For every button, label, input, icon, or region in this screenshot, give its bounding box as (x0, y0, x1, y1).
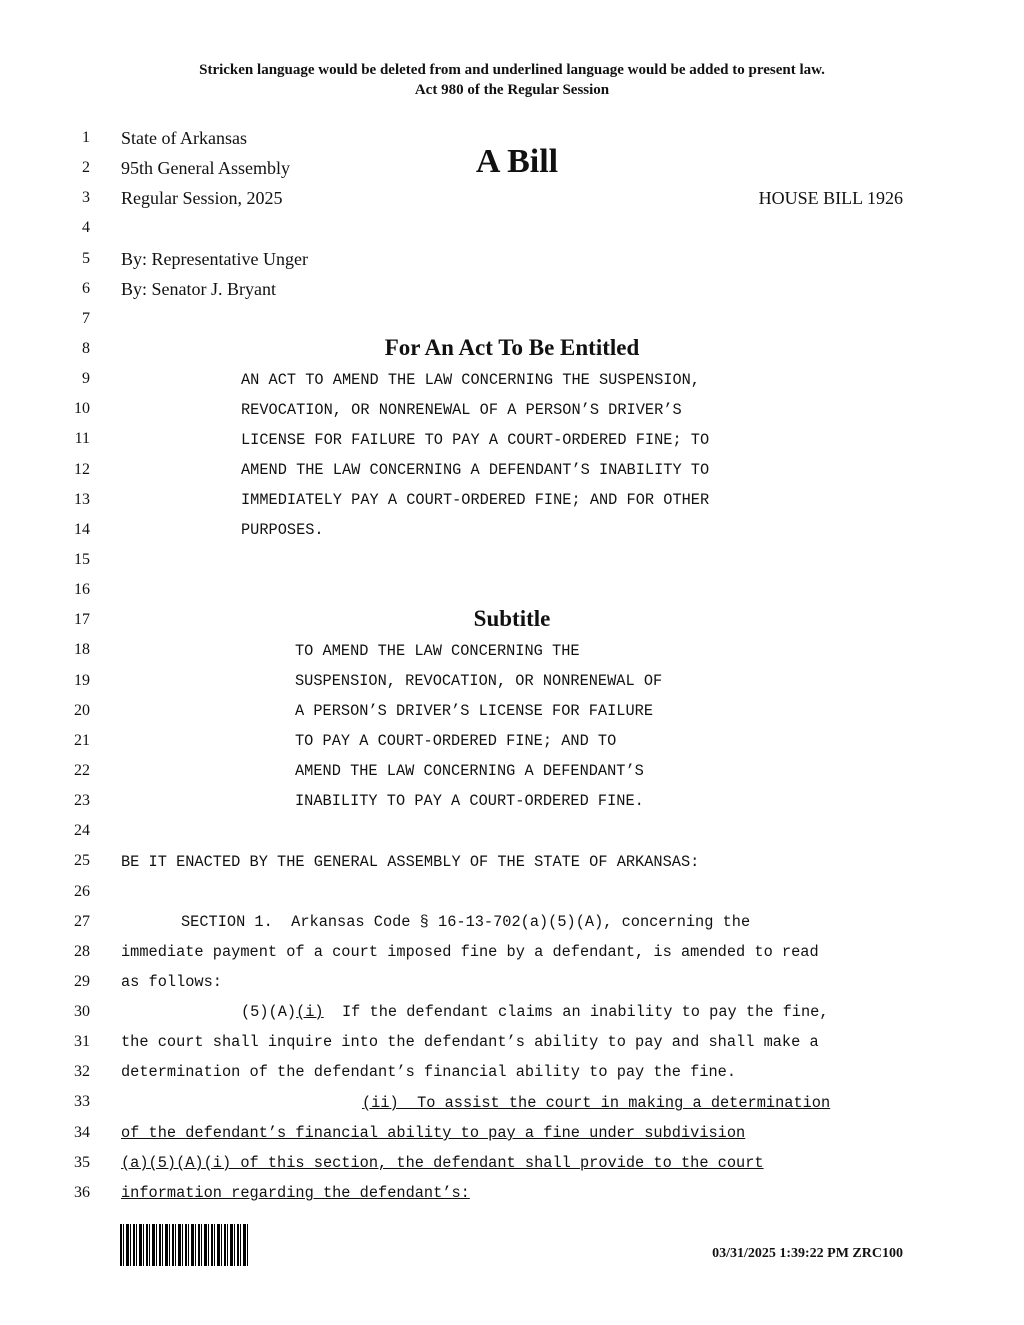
line-number: 3 (82, 189, 90, 207)
amended-subdivision-5a (241, 1003, 829, 1021)
line-number: 10 (74, 400, 90, 418)
line-number: 13 (74, 490, 90, 508)
line-number: 28 (74, 942, 90, 960)
line-number: 14 (74, 520, 90, 538)
line-number: 8 (82, 339, 90, 357)
bill-number: HOUSE BILL 1926 (758, 188, 903, 208)
subtitle-line: INABILITY TO PAY A COURT-ORDERED FINE. (295, 792, 644, 810)
amendment-notice: Stricken language would be deleted from and underlined language would be added to present law. (199, 62, 825, 78)
line-number: 31 (74, 1033, 90, 1051)
subtitle-heading: Subtitle (473, 606, 551, 631)
line-number: 19 (74, 671, 90, 689)
inserted-text: information regarding the defendant’s: (121, 1184, 470, 1202)
sponsor-senator: By: Senator J. Bryant (121, 279, 276, 299)
line-number: 22 (74, 761, 90, 779)
subtitle-line: SUSPENSION, REVOCATION, OR NONRENEWAL OF (295, 672, 663, 690)
enacting-clause: BE IT ENACTED BY THE GENERAL ASSEMBLY OF THE STATE OF ARKANSAS: (121, 853, 700, 871)
line-number: 30 (74, 1003, 90, 1021)
session: Regular Session, 2025 (121, 188, 283, 208)
inserted-text: of the defendant’s financial ability to pay a fine under subdivision (121, 1124, 746, 1142)
line-number: 24 (74, 822, 90, 840)
subtitle-line: A PERSON’S DRIVER’S LICENSE FOR FAILURE (295, 702, 654, 720)
title-line: PURPOSES. (241, 521, 324, 539)
amended-text: the court shall inquire into the defendant’s ability to pay and shall make a (121, 1033, 819, 1051)
line-number: 36 (74, 1183, 90, 1201)
line-number: 16 (74, 581, 90, 599)
inserted-text: (a)(5)(A)(i) of this section, the defendant shall provide to the court (121, 1154, 764, 1172)
section-1-heading: SECTION 1. Arkansas Code § 16-13-702(a)(5)(A), concerning the (181, 913, 751, 931)
amended-text: determination of the defendant’s financial ability to pay the fine. (121, 1063, 737, 1081)
doc-title: A Bill (475, 143, 559, 180)
subtitle-line: AMEND THE LAW CONCERNING A DEFENDANT’S (295, 762, 644, 780)
title-line: LICENSE FOR FAILURE TO PAY A COURT-ORDERED FINE; TO (241, 431, 710, 449)
line-number: 12 (74, 460, 90, 478)
inserted-text: (ii) To assist the court in making a determination (362, 1094, 831, 1112)
title-line: REVOCATION, OR NONRENEWAL OF A PERSON’S DRIVER’S (241, 401, 682, 419)
line-number: 18 (74, 641, 90, 659)
line-number: 35 (74, 1153, 90, 1171)
subdivision-label: (5)(A) (241, 1003, 297, 1021)
line-number: 11 (74, 430, 90, 448)
line-number: 2 (82, 159, 90, 177)
line-number: 20 (74, 701, 90, 719)
section-1-text: as follows: (121, 973, 222, 991)
line-number: 32 (74, 1063, 90, 1081)
line-number: 25 (74, 852, 90, 870)
line-number: 6 (82, 279, 90, 297)
line-number: 7 (82, 309, 90, 327)
line-number: 29 (74, 972, 90, 990)
subtitle-line: TO PAY A COURT-ORDERED FINE; AND TO (295, 732, 617, 750)
line-number: 5 (82, 249, 90, 267)
line-number: 17 (74, 611, 90, 629)
sponsor-representative: By: Representative Unger (121, 249, 308, 269)
act-number: Act 980 of the Regular Session (414, 82, 610, 98)
line-number: 21 (74, 731, 90, 749)
line-number: 26 (74, 882, 90, 900)
title-line: AN ACT TO AMEND THE LAW CONCERNING THE SUSPENSION, (241, 371, 700, 389)
subtitle-line: TO AMEND THE LAW CONCERNING THE (295, 642, 580, 660)
line-number: 4 (82, 219, 90, 237)
state-name: State of Arkansas (121, 128, 247, 148)
barcode (120, 1224, 250, 1266)
line-number: 1 (82, 129, 90, 146)
title-line: IMMEDIATELY PAY A COURT-ORDERED FINE; AND FOR OTHER (241, 491, 710, 509)
title-line: AMEND THE LAW CONCERNING A DEFENDANT’S INABILITY TO (241, 461, 710, 479)
subdivision-text: If the defendant claims an inability to pay the fine, (323, 1003, 829, 1021)
general-assembly: 95th General Assembly (121, 158, 290, 178)
line-number: 9 (82, 370, 90, 388)
line-number: 27 (74, 912, 90, 930)
title-heading: For An Act To Be Entitled (384, 335, 640, 360)
line-number: 23 (74, 792, 90, 810)
footer-timestamp: 03/31/2025 1:39:22 PM ZRC100 (712, 1246, 903, 1261)
line-number: 34 (74, 1123, 90, 1141)
inserted-text: (i) (296, 1003, 324, 1021)
line-number: 33 (74, 1093, 90, 1111)
section-1-text: immediate payment of a court imposed fine by a defendant, is amended to read (121, 943, 819, 961)
line-number: 15 (74, 550, 90, 568)
